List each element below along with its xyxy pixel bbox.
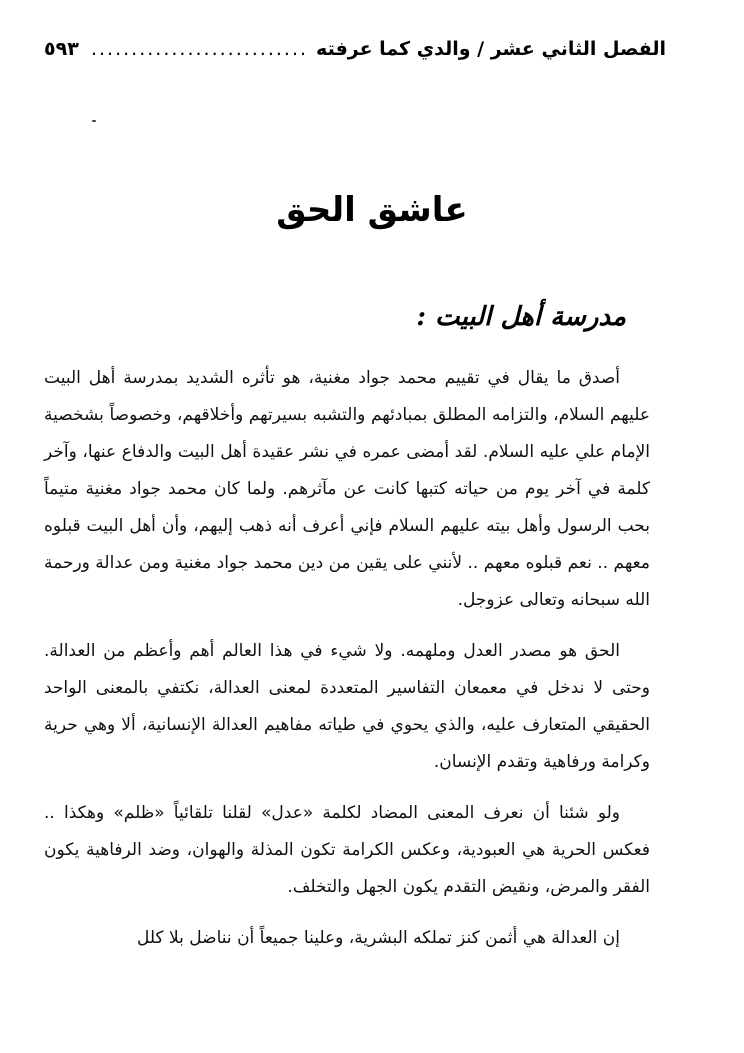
paragraph: إن العدالة هي أثمن كنز تملكه البشرية، وعلينا جميعاً أن نناضل بلا كلل — [137, 928, 620, 948]
section-heading: مدرسة أهل البيت : — [416, 302, 626, 332]
paragraph: أصدق ما يقال في تقييم محمد جواد مغنية، هو تأثره الشديد بمدرسة أهل البيت عليهم السلام، والتزامه المطلق بمبادئهم والتشبه بسيرتهم وأخلاقهم، وخصوصاً بشخصية الإمام علي عليه السلام. لقد أمضى عمره في نشر عقيدة أهل البيت والدفاع عنها، وآخر كلمة في آخر يوم من حياته كتبها كانت عن مآثرهم. ولما كان محمد جواد مغنية متيماً بحب الرسول وأهل بيته عليهم السلام فإني أعرف أنه ذهب إليهم، وأن أهل البيت قبلوه معهم .. نعم قبلوه معهم .. لأنني على يقين من دين محمد جواد مغنية ومن عدالة ورحمة الله سبحانه وتعالى عزوجل. — [44, 368, 650, 610]
chapter-title: عاشق الحق — [276, 190, 468, 230]
running-header — [44, 38, 666, 78]
paragraph: الحق هو مصدر العدل وملهمه. ولا شيء في هذا العالم أهم وأعظم من العدالة. وحتى لا ندخل في معمعان التفاسير المتعددة لمعنى العدالة، نكتفي بالمعنى الواحد الحقيقي المتعارف عليه، والذي يحوي في طياته مفاهيم العدالة الإنسانية، ألا وهي حرية وكرامة ورفاهية وتقدم الإنسان. — [44, 641, 650, 772]
scan-speck — [92, 120, 96, 122]
header-leader-dots — [87, 38, 308, 60]
paragraph: ولو شئنا أن نعرف المعنى المضاد لكلمة «عدل» لقلنا تلقائياً «ظلم» وهكذا .. فعكس الحرية هي العبودية، وعكس الكرامة تكون المذلة والهوان، وضد الرفاهية يكون الفقر والمرض، ونقيض التقدم يكون الجهل والتخلف. — [44, 803, 650, 897]
page-number: ٥٩٣ — [44, 38, 79, 60]
body-text — [44, 360, 650, 971]
header-title: الفصل الثاني عشر / والدي كما عرفته — [316, 38, 666, 60]
